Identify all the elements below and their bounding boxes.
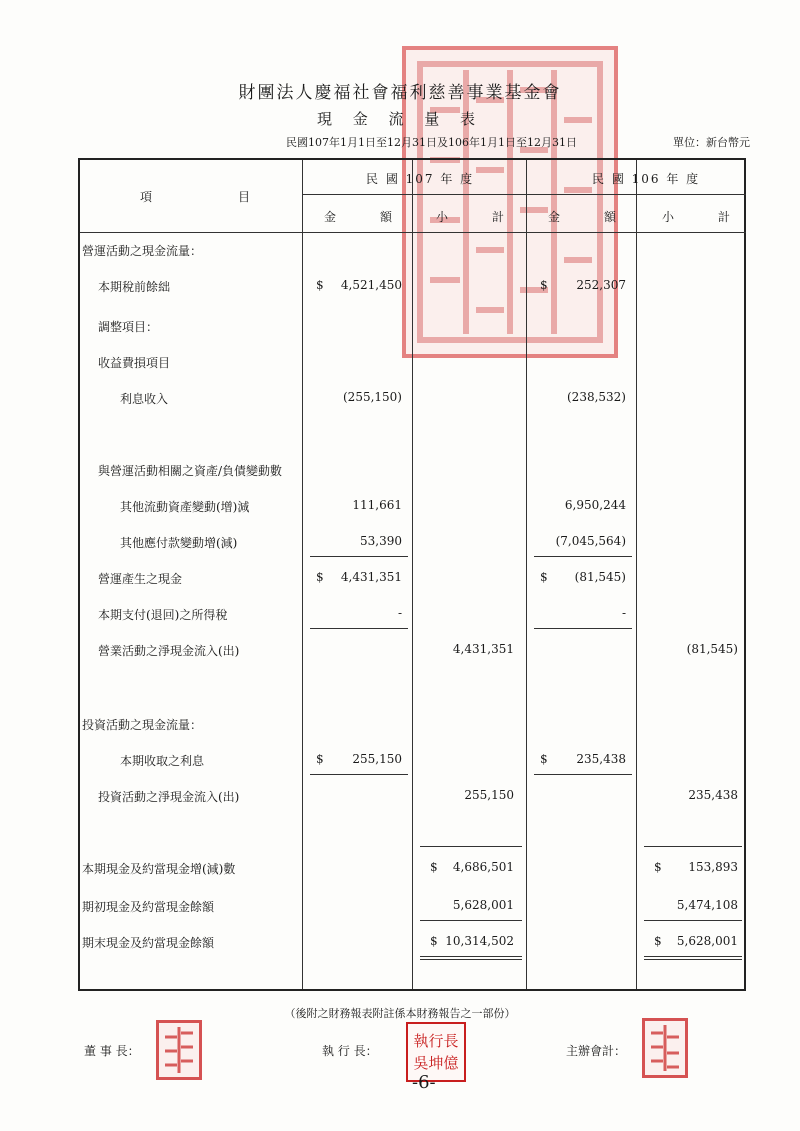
currency-sign: $ xyxy=(316,278,324,292)
underline xyxy=(310,556,408,557)
header-subtotal-106: 小 計 xyxy=(662,210,733,224)
row-label-other-payables: 其他應付款變動增(減) xyxy=(120,536,238,550)
chairman-label: 董 事 長： xyxy=(84,1044,140,1058)
value-net-operating-106: (81,545) xyxy=(686,642,738,656)
value-interest-received-107: 255,150 xyxy=(352,752,402,766)
header-item: 項 目 xyxy=(140,190,253,204)
chairman-seal xyxy=(156,1020,202,1080)
col-divider xyxy=(412,160,413,989)
currency-sign: $ xyxy=(540,752,548,766)
header-bottom xyxy=(80,232,746,233)
row-label-tax-paid: 本期支付(退回)之所得稅 xyxy=(98,608,228,622)
header-year-106: 民 國 106 年 度 xyxy=(592,172,701,186)
ceo-seal-line1: 執行長 xyxy=(413,1032,459,1050)
currency-sign: $ xyxy=(654,934,662,948)
double-underline xyxy=(420,956,522,960)
value-ending-balance-107: 10,314,502 xyxy=(445,934,514,948)
underline xyxy=(310,628,408,629)
accountant-label: 主辦會計： xyxy=(566,1044,627,1058)
value-interest-income-107: (255,150) xyxy=(343,390,402,404)
underline xyxy=(534,628,632,629)
value-net-investing-107: 255,150 xyxy=(464,788,514,802)
value-ending-balance-106: 5,628,001 xyxy=(676,934,738,948)
value-beginning-balance-106: 5,474,108 xyxy=(676,898,738,912)
row-label-adjustments: 調整項目： xyxy=(98,320,159,334)
currency-sign: $ xyxy=(654,860,662,874)
row-label-interest-income: 利息收入 xyxy=(120,392,169,406)
currency-sign: $ xyxy=(430,934,438,948)
row-label-income-expense: 收益費損項目 xyxy=(98,356,171,370)
currency-sign: $ xyxy=(316,570,324,584)
value-cash-generated-106: (81,545) xyxy=(574,570,626,584)
value-other-payables-107: 53,390 xyxy=(360,534,402,548)
value-tax-paid-106: - xyxy=(621,606,626,620)
value-interest-income-106: (238,532) xyxy=(567,390,626,404)
row-label-interest-received: 本期收取之利息 xyxy=(120,754,205,768)
row-label-investing-header: 投資活動之現金流量： xyxy=(82,718,203,732)
accountant-seal xyxy=(642,1018,688,1078)
value-net-change-106: 153,893 xyxy=(688,860,738,874)
underline xyxy=(644,846,742,847)
header-amount-107: 金 額 xyxy=(324,210,395,224)
value-tax-paid-107: - xyxy=(397,606,402,620)
value-net-investing-106: 235,438 xyxy=(688,788,738,802)
page-number: -6- xyxy=(412,1072,436,1093)
value-pretax-107: 4,521,450 xyxy=(340,278,402,292)
row-label-net-operating: 營業活動之淨現金流入(出) xyxy=(98,644,240,658)
header-divider xyxy=(302,194,746,195)
value-beginning-balance-107: 5,628,001 xyxy=(452,898,514,912)
organization-name: 財團法人慶福社會福利慈善事業基金會 xyxy=(238,83,562,103)
col-divider xyxy=(636,160,637,989)
row-label-ending-balance: 期末現金及約當現金餘額 xyxy=(82,936,215,950)
row-label-assets-liabilities: 與營運活動相關之資產/負債變動數 xyxy=(98,464,283,478)
row-label-operating-header: 營運活動之現金流量： xyxy=(82,244,203,258)
header-subtotal-107: 小 計 xyxy=(436,210,507,224)
cash-flow-table xyxy=(78,158,746,991)
double-underline xyxy=(644,956,742,960)
value-pretax-106: 252,307 xyxy=(576,278,626,292)
value-net-operating-107: 4,431,351 xyxy=(452,642,514,656)
ceo-label: 執 行 長： xyxy=(322,1044,378,1058)
report-period: 民國107年1月1日至12月31日及106年1月1日至12月31日 xyxy=(286,136,577,149)
underline xyxy=(310,774,408,775)
footer-note: （後附之財務報表附註係本財務報告之一部份） xyxy=(284,1007,516,1020)
currency-sign: $ xyxy=(316,752,324,766)
row-label-pretax: 本期稅前餘絀 xyxy=(98,280,171,294)
value-interest-received-106: 235,438 xyxy=(576,752,626,766)
row-label-net-investing: 投資活動之淨現金流入(出) xyxy=(98,790,240,804)
value-other-payables-106: (7,045,564) xyxy=(555,534,626,548)
underline xyxy=(534,556,632,557)
value-other-current-assets-107: 111,661 xyxy=(352,498,402,512)
currency-unit: 單位：新台幣元 xyxy=(673,136,750,149)
statement-title: 現 金 流 量 表 xyxy=(316,110,484,128)
currency-sign: $ xyxy=(540,278,548,292)
row-label-cash-generated: 營運產生之現金 xyxy=(98,572,183,586)
row-label-beginning-balance: 期初現金及約當現金餘額 xyxy=(82,900,215,914)
row-label-net-change: 本期現金及約當現金增(減)數 xyxy=(82,862,236,876)
currency-sign: $ xyxy=(430,860,438,874)
underline xyxy=(420,846,522,847)
underline xyxy=(534,774,632,775)
value-cash-generated-107: 4,431,351 xyxy=(340,570,402,584)
header-year-107: 民 國 107 年 度 xyxy=(366,172,475,186)
value-other-current-assets-106: 6,950,244 xyxy=(564,498,626,512)
col-divider xyxy=(302,160,303,989)
underline xyxy=(644,920,742,921)
col-divider xyxy=(526,160,527,989)
header-amount-106: 金 額 xyxy=(548,210,619,224)
value-net-change-107: 4,686,501 xyxy=(452,860,514,874)
ceo-seal-line2: 吳坤億 xyxy=(413,1054,459,1072)
row-label-other-current-assets: 其他流動資產變動(增)減 xyxy=(120,500,250,514)
underline xyxy=(420,920,522,921)
currency-sign: $ xyxy=(540,570,548,584)
